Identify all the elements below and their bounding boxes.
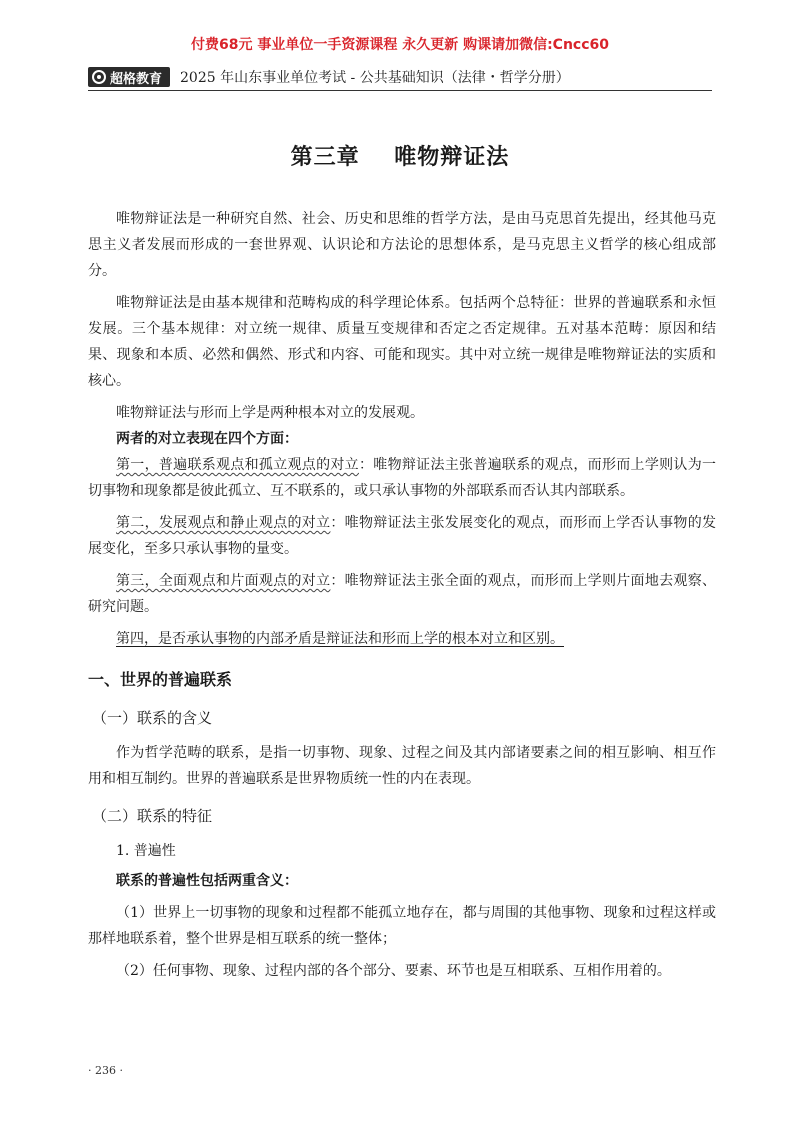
page-number: · 236 · [88, 1064, 123, 1077]
item-heading: 1. 普遍性 [116, 843, 176, 859]
paragraph-bold: 两者的对立表现在四个方面： [116, 431, 298, 447]
point-2 [88, 510, 716, 562]
paragraph: 唯物辩证法是由基本规律和范畴构成的科学理论体系。包括两个总特征：世界的普遍联系和永恒发展。三个基本规律：对立统一规律、质量互变规律和否定之否定规律。五对基本范畴：原因和结果、现象和本质、必然和偶然、形式和内容、可能和现实。其中对立统一规律是唯物辩证法的实质和核心。 [88, 295, 716, 389]
paragraph: 唯物辩证法是一种研究自然、社会、历史和思维的哲学方法，是由马克思首先提出，经其他马克思主义者发展而形成的一套世界观、认识论和方法论的思想体系，是马克思主义哲学的核心组成部分。 [88, 211, 716, 279]
point-1-heading: 第一，普遍联系观点和孤立观点的对立 [116, 457, 359, 473]
point-2-text: ：唯物辩证法主张发展变化的观点，而形而上学否认事物的发展变化，至多只承认事物的量变。 [88, 515, 716, 557]
publisher-logo [88, 67, 170, 87]
point-4 [88, 626, 716, 652]
paragraph: （2）任何事物、现象、过程内部的各个部分、要素、环节也是互相联系、互相作用着的。 [116, 963, 671, 979]
point-1 [88, 452, 716, 504]
page-content [88, 206, 716, 984]
subsection-heading: （二）联系的特征 [92, 807, 213, 825]
chapter-title: 第三章 唯物辩证法 [290, 144, 510, 170]
point-3-text: ：唯物辩证法主张全面的观点，而形而上学则片面地去观察、研究问题。 [88, 573, 716, 615]
point-4-text: 第四，是否承认事物的内部矛盾是辩证法和形而上学的根本对立和区别。 [116, 631, 564, 647]
document-title: 2025 年山东事业单位考试 - 公共基础知识（法律・哲学分册） [180, 70, 570, 86]
logo-text: 超格教育 [110, 71, 163, 87]
point-3-heading: 第三，全面观点和片面观点的对立 [116, 573, 331, 589]
paragraph: 作为哲学范畴的联系，是指一切事物、现象、过程之间及其内部诸要素之间的相互影响、相互作用和相互制约。世界的普遍联系是世界物质统一性的内在表现。 [88, 745, 716, 787]
promo-banner: 付费68元 事业单位一手资源课程 永久更新 购课请加微信:Cncc60 [190, 37, 610, 53]
subsection-heading: （一）联系的含义 [92, 709, 213, 727]
paragraph: （1）世界上一切事物的现象和过程都不能孤立地存在，都与周围的其他事物、现象和过程这样或那样地联系着，整个世界是相互联系的统一整体； [88, 905, 716, 947]
point-2-heading: 第二，发展观点和静止观点的对立 [116, 515, 331, 531]
paragraph: 唯物辩证法与形而上学是两种根本对立的发展观。 [116, 405, 424, 421]
section-heading: 一、世界的普遍联系 [88, 670, 233, 689]
logo-icon [92, 70, 106, 84]
page-header [88, 64, 712, 91]
paragraph-bold: 联系的普遍性包括两重含义： [116, 873, 298, 889]
point-1-text: ：唯物辩证法主张普遍联系的观点，而形而上学则认为一切事物和现象都是彼此孤立、互不联系的，或只承认事物的外部联系而否认其内部联系。 [88, 457, 717, 499]
point-3 [88, 568, 716, 620]
